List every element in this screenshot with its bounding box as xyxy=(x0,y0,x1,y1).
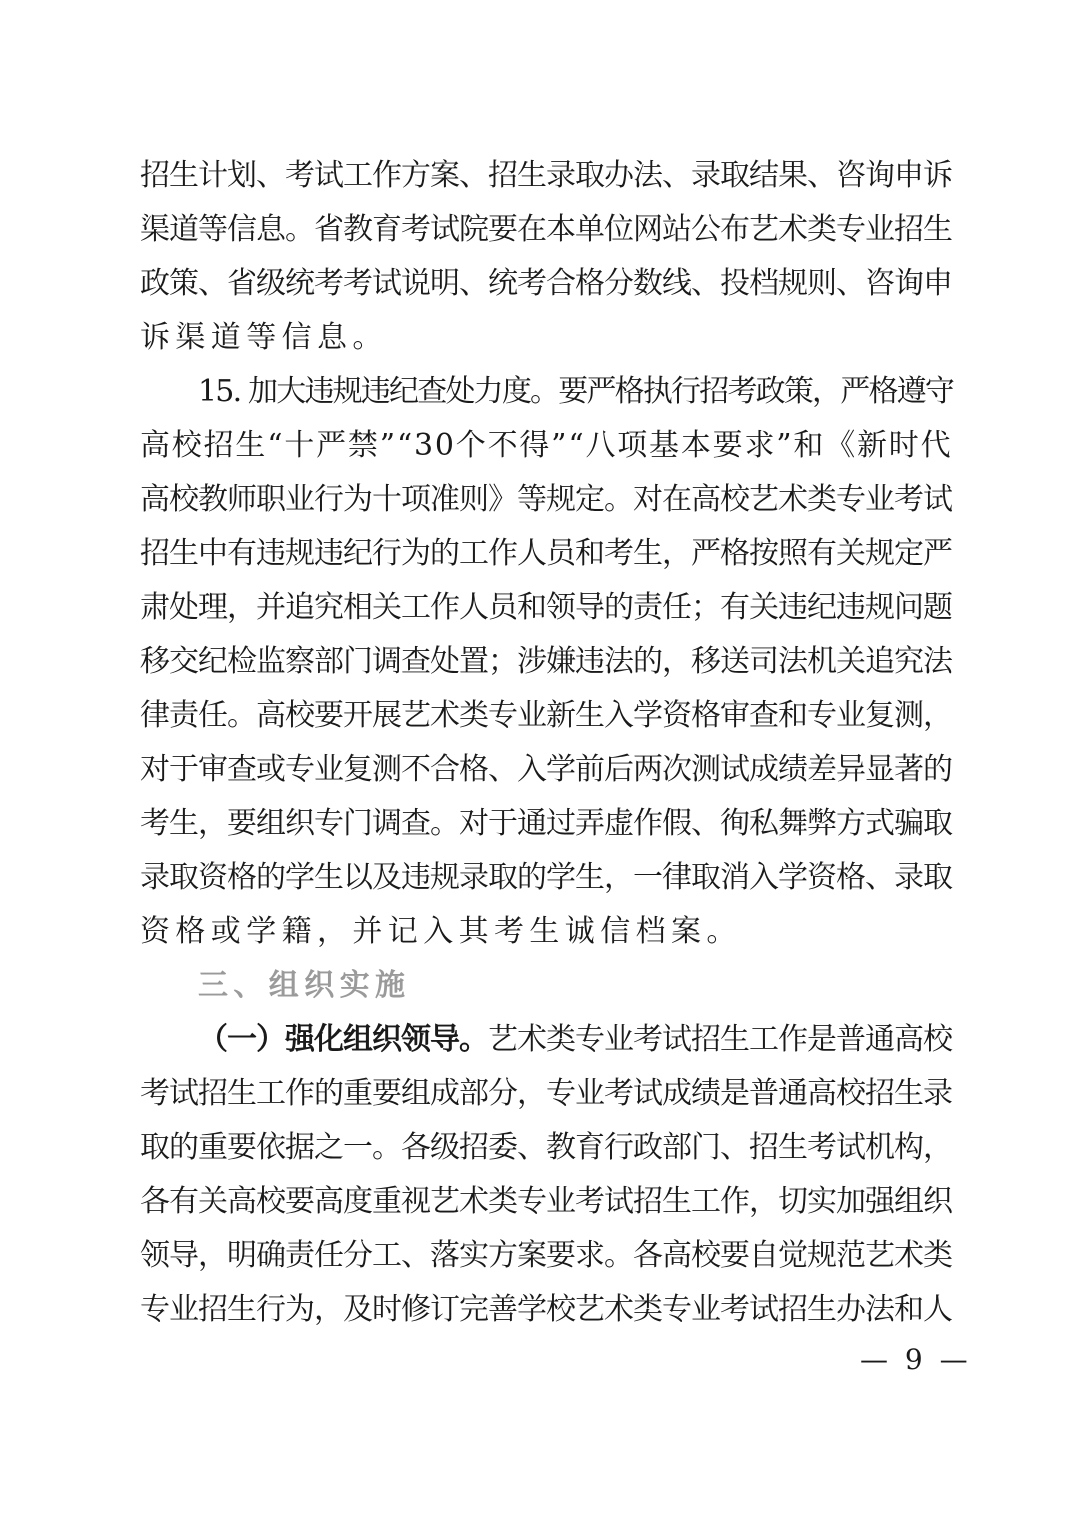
text-line: 诉渠道等信息。 xyxy=(140,320,388,355)
text-line: 取的重要依据之一。各级招委、教育行政部门、招生考试机构， xyxy=(140,1130,952,1165)
text-line: 资格或学籍，并记入其考生诚信档案。 xyxy=(140,914,742,949)
text-line: 移交纪检监察部门调查处置；涉嫌违法的，移送司法机关追究法 xyxy=(140,644,952,679)
text-line: 录取资格的学生以及违规录取的学生，一律取消入学资格、录取 xyxy=(140,860,952,895)
text-line: 对于审查或专业复测不合格、入学前后两次测试成绩差异显著的 xyxy=(140,752,952,787)
text-line: 肃处理，并追究相关工作人员和领导的责任；有关违纪违规问题 xyxy=(140,590,952,625)
section-heading: 三、组织实施 xyxy=(198,968,411,1003)
subsection-text: 艺术类专业考试招生工作是普通高校 xyxy=(488,1022,952,1057)
text-line: 领导，明确责任分工、落实方案要求。各高校要自觉规范艺术类 xyxy=(140,1238,952,1273)
text-line: 专业招生行为，及时修订完善学校艺术类专业考试招生办法和人 xyxy=(140,1292,952,1327)
text-line: 高校教师职业行为十项准则》等规定。对在高校艺术类专业考试 xyxy=(140,482,952,517)
text-line: 考生，要组织专门调查。对于通过弄虚作假、徇私舞弊方式骗取 xyxy=(140,806,952,841)
text-line: 招生中有违规违纪行为的工作人员和考生，严格按照有关规定严 xyxy=(140,536,952,571)
text-line: 各有关高校要高度重视艺术类专业考试招生工作，切实加强组织 xyxy=(140,1184,952,1219)
text-line: 15. 加大违规违纪查处力度。要严格执行招考政策，严格遵守 xyxy=(198,374,954,409)
text-line: 律责任。高校要开展艺术类专业新生入学资格审查和专业复测， xyxy=(140,698,952,733)
text-line: 考试招生工作的重要组成部分，专业考试成绩是普通高校招生录 xyxy=(140,1076,952,1111)
subsection-first-line xyxy=(198,1014,955,1066)
text-line: 高校招生“十严禁”“30个不得”“八项基本要求”和《新时代 xyxy=(140,428,953,463)
text-line: 渠道等信息。省教育考试院要在本单位网站公布艺术类专业招生 xyxy=(140,212,952,247)
page-number: — 9 — xyxy=(860,1343,972,1376)
text-line: 政策、省级统考考试说明、统考合格分数线、投档规则、咨询申 xyxy=(140,266,952,301)
subsection-title: （一）强化组织领导。 xyxy=(198,1022,488,1057)
text-line: 招生计划、考试工作方案、招生录取办法、录取结果、咨询申诉 xyxy=(140,158,952,193)
